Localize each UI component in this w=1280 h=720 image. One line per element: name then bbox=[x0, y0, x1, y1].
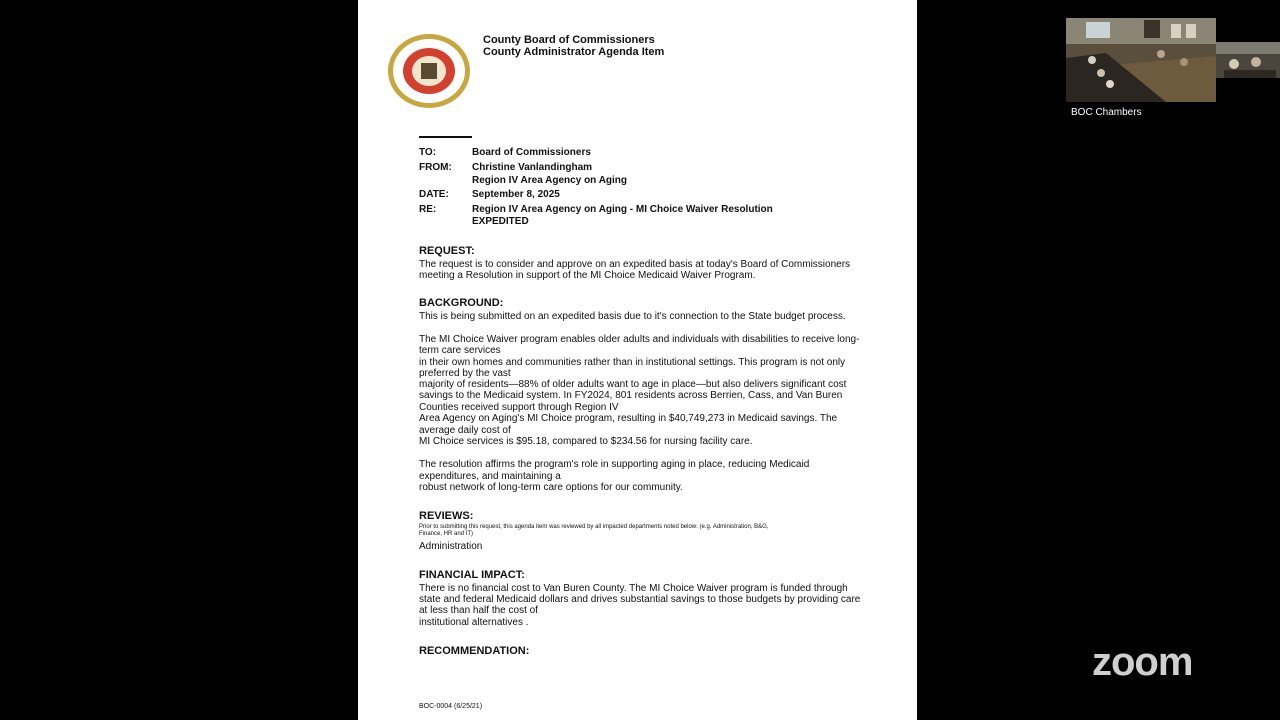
reviews-heading: REVIEWS: bbox=[419, 510, 474, 522]
from-value-1: Christine Vanlandingham bbox=[472, 162, 593, 173]
request-line-2: meeting a Resolution in support of the MI Choice Medicaid Waiver Program. bbox=[419, 270, 756, 281]
background-heading: BACKGROUND: bbox=[419, 297, 504, 309]
background-para-3-line: expenditures, and maintaining a bbox=[419, 471, 561, 482]
footer-form-code: BOC-0004 (6/25/21) bbox=[419, 703, 483, 710]
background-para-2-line: Area Agency on Aging's MI Choice program, resulting in $40,749,273 in Medicaid savings. The bbox=[419, 413, 838, 424]
from-value-2: Region IV Area Agency on Aging bbox=[472, 175, 628, 186]
video-thumbnail[interactable] bbox=[1066, 18, 1216, 102]
video-thumbnail-secondary[interactable] bbox=[1216, 42, 1280, 78]
background-para-2-line: MI Choice services is $95.18, compared to $234.56 for nursing facility care. bbox=[419, 436, 753, 447]
to-label: TO: bbox=[419, 147, 437, 158]
zoom-logo: zoom bbox=[1092, 640, 1193, 684]
background-para-3-line: robust network of long-term care options for our community. bbox=[419, 482, 683, 493]
date-value: September 8, 2025 bbox=[472, 189, 560, 200]
video-participant-label: BOC Chambers bbox=[1071, 107, 1142, 118]
date-label: DATE: bbox=[419, 189, 449, 200]
financial-line: at less than half the cost of bbox=[419, 605, 538, 616]
background-para-3-line: The resolution affirms the program's role in supporting aging in place, reducing Medicaid bbox=[419, 459, 810, 470]
background-para-2-line: in their own homes and communities rather than in institutional settings. This program is not only bbox=[419, 357, 846, 368]
request-heading: REQUEST: bbox=[419, 245, 475, 257]
from-label: FROM: bbox=[419, 162, 452, 173]
county-seal-icon bbox=[387, 33, 471, 109]
financial-line: There is no financial cost to Van Buren County. The MI Choice Waiver program is funded through bbox=[419, 583, 848, 594]
reviews-department: Administration bbox=[419, 541, 483, 552]
financial-line: state and federal Medicaid dollars and drives substantial savings to those budgets by providing care bbox=[419, 594, 861, 605]
background-para-1: This is being submitted on an expedited basis due to it's connection to the State budget process. bbox=[419, 311, 846, 322]
reviews-note-1: Prior to submitting this request, this agenda item was reviewed by all impacted departments noted below: (e.g. Administration, B&G, bbox=[419, 524, 769, 530]
background-para-2-line: term care services bbox=[419, 345, 501, 356]
request-line-1: The request is to consider and approve on an expedited basis at today's Board of Commissioners bbox=[419, 259, 851, 270]
doc-header-line2: County Administrator Agenda Item bbox=[483, 46, 665, 58]
background-para-2-line: savings to the Medicaid system. In FY2024, 801 residents across Berrien, Cass, and Van Buren bbox=[419, 390, 843, 401]
to-value: Board of Commissioners bbox=[472, 147, 591, 158]
background-para-2-line: Counties received support through Region IV bbox=[419, 402, 619, 413]
financial-heading: FINANCIAL IMPACT: bbox=[419, 569, 525, 581]
background-para-2-line: majority of residents—88% of older adults want to age in place—but also delivers significant cost bbox=[419, 379, 847, 390]
re-value-1: Region IV Area Agency on Aging - MI Choice Waiver Resolution bbox=[472, 204, 773, 215]
shared-document bbox=[358, 0, 917, 720]
re-label: RE: bbox=[419, 204, 437, 215]
recommendation-heading: RECOMMENDATION: bbox=[419, 645, 530, 657]
doc-header-line1: County Board of Commissioners bbox=[483, 34, 655, 46]
reviews-note-2: Finance, HR and IT) bbox=[419, 531, 474, 537]
background-para-2-line: The MI Choice Waiver program enables older adults and individuals with disabilities to receive long- bbox=[419, 334, 860, 345]
header-divider bbox=[419, 136, 472, 138]
background-para-2-line: average daily cost of bbox=[419, 425, 511, 436]
re-value-2: EXPEDITED bbox=[472, 216, 529, 227]
background-para-2-line: preferred by the vast bbox=[419, 368, 511, 379]
financial-line: institutional alternatives . bbox=[419, 617, 529, 628]
